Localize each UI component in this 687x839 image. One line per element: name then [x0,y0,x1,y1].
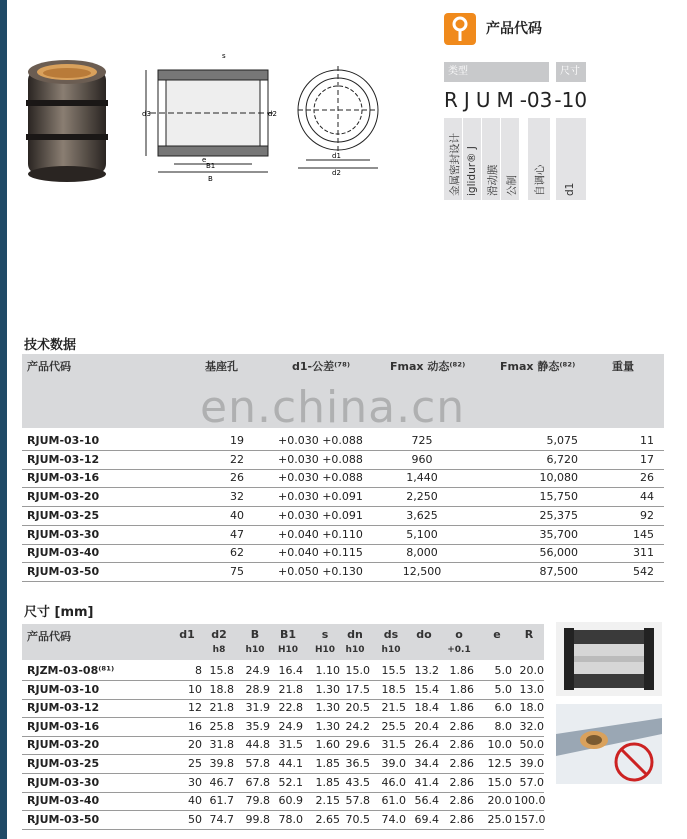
tech-cell: 26 [640,471,654,485]
dims-cell: 25 [188,757,202,770]
tech-cell: 542 [633,564,654,578]
dims-cell: 40 [188,794,202,808]
drawing-label-d1: d1 [332,152,341,160]
product-code-icon [444,13,476,45]
dims-cell: 43.5 [345,775,370,789]
dims-subheader-cell: h10 [345,645,365,655]
dims-cell: 21.8 [278,682,303,696]
dims-cell: 39.0 [381,757,406,770]
drawing-label-b1: B1 [206,162,216,170]
tech-table-row [22,469,664,488]
dims-cell: RJUM-03-30 [27,775,100,789]
dims-cell: 2.86 [449,757,474,770]
dims-header-cell: d1 [179,628,195,641]
dims-cell: 57.0 [519,775,544,789]
dims-cell: 36.5 [345,757,370,770]
code-meaning-2: iglidur® J [466,146,478,196]
dims-cell: 60.9 [278,794,303,808]
dims-cell: 57.8 [345,794,370,808]
dims-cell: 50 [188,812,202,826]
dims-cell: 1.86 [449,701,474,715]
product-code-title: 产品代码 [486,21,542,37]
drawing-label-d3: d3 [142,110,151,118]
code-meaning-col-2 [463,118,481,200]
dims-cell: 61.7 [209,794,234,808]
dims-title: 尺寸 [mm] [24,605,94,620]
dims-header-cell: do [416,628,432,641]
dims-cell: 1.86 [449,664,474,677]
dims-table-row [22,811,544,830]
tech-cell: +0.030 +0.088 [278,452,363,466]
code-meaning-col-6 [556,118,586,200]
dims-cell: 15.8 [209,664,234,677]
dims-cell: 1.60 [315,738,340,752]
dims-cell: 8.0 [494,719,512,733]
tech-cell: 6,720 [546,452,578,466]
dims-cell: 13.0 [519,682,544,696]
drawing-label-s: s [222,52,226,60]
dims-cell: 46.0 [381,775,406,789]
bushing-cutaway-photo [556,622,662,696]
dims-table-row [22,792,544,811]
dims-cell: 17.5 [345,682,370,696]
dims-cell: 25.8 [209,719,234,733]
tech-cell: 75 [230,564,244,578]
dims-cell: 20.4 [414,719,439,733]
dims-cell: 1.30 [315,701,340,715]
dims-subheader-cell: h8 [212,645,226,655]
tech-cell: 32 [230,490,244,504]
code-letter-m: M [496,88,514,112]
dims-cell: RJZM-03-08⁽⁸¹⁾ [27,664,115,677]
tech-cell: 311 [633,546,654,560]
dims-table-row [22,681,544,700]
dims-cell: 35.9 [245,719,270,733]
dims-cell: 74.0 [381,812,406,826]
dims-cell: 10 [188,682,202,696]
dims-subheader-cell: +0.1 [447,645,471,655]
dims-cell: 29.6 [345,738,370,752]
dims-cell: 41.4 [414,775,439,789]
tech-cell: RJUM-03-30 [27,527,100,541]
dims-cell: 16 [188,719,202,733]
tech-header-tolerance: d1-公差⁽⁷⁸⁾ [292,360,351,373]
tech-cell: 87,500 [539,564,578,578]
dims-subheader-cell: h10 [381,645,401,655]
dims-cell: RJUM-03-40 [27,794,100,808]
tech-table-row [22,451,664,470]
code-meaning-col-1 [444,118,462,200]
code-meaning-col-3 [482,118,500,200]
tech-cell: 40 [230,508,244,522]
dims-header-cell: e [493,628,501,641]
tech-cell: 2,250 [406,490,438,504]
tech-cell: RJUM-03-40 [27,546,100,560]
dims-cell: 31.5 [381,738,406,752]
dims-header-cell: d2 [211,628,227,641]
dims-cell: 12.5 [487,757,512,770]
tech-cell: RJUM-03-10 [27,434,100,447]
tech-cell: RJUM-03-25 [27,508,100,522]
dims-cell: 31.5 [278,738,303,752]
dims-header-cell: B [250,628,260,641]
dims-cell: 5.0 [494,682,512,696]
dims-cell: 32.0 [519,719,544,733]
dims-header-cell: ds [383,628,399,641]
code-meaning-col-5 [528,118,550,200]
code-letter-03: -03 [519,88,553,112]
dims-cell: 5.0 [494,664,512,677]
watermark-text: en.china.cn [200,382,466,433]
dims-header-cell: dn [347,628,363,641]
tech-header-housing: 基座孔 [205,360,238,373]
tech-cell: 8,000 [406,546,438,560]
dims-cell: 46.7 [209,775,234,789]
dims-cell: 20 [188,738,202,752]
dims-cell: 21.8 [209,701,234,715]
dims-cell: 10.0 [487,738,512,752]
dims-table-row [22,774,544,793]
code-meaning-1: 金属密封设计 [449,133,461,196]
tech-cell: +0.030 +0.088 [278,434,363,447]
tech-cell: 17 [640,452,654,466]
tech-table-row [22,507,664,526]
tech-cell: +0.050 +0.130 [278,564,363,578]
dims-cell: 24.9 [245,664,270,677]
tech-cell: +0.030 +0.088 [278,471,363,485]
tech-cell: 62 [230,546,244,560]
dims-cell: 21.5 [381,701,406,715]
dims-cell: 44.1 [278,757,303,770]
tech-cell: 35,700 [539,527,578,541]
dims-cell: 26.4 [414,738,439,752]
tech-cell: 145 [633,527,654,541]
dims-cell: 2.86 [449,812,474,826]
tech-cell: 11 [640,434,654,447]
tech-cell: 15,750 [539,490,578,504]
dims-cell: 18.0 [519,701,544,715]
dims-cell: 15.0 [345,664,370,677]
dims-cell: 44.8 [245,738,270,752]
dims-cell: 39.8 [209,757,234,770]
dims-cell: 20.0 [487,794,512,808]
tech-table-row [22,432,664,451]
tech-cell: 26 [230,471,244,485]
dims-cell: 30 [188,775,202,789]
dims-cell: RJUM-03-10 [27,682,100,696]
dims-cell: 20.0 [519,664,544,677]
tech-header-fmax-static: Fmax 静态⁽⁸²⁾ [500,360,576,373]
dims-cell: 15.0 [487,775,512,789]
tech-cell: 44 [640,490,654,504]
dims-cell: 2.86 [449,738,474,752]
tech-cell: 19 [230,434,244,447]
dims-cell: 18.5 [381,682,406,696]
dims-table-row [22,755,544,774]
dims-cell: 1.85 [315,757,340,770]
dims-cell: 52.1 [278,775,303,789]
tech-cell: +0.030 +0.091 [278,490,363,504]
tech-cell: +0.030 +0.091 [278,508,363,522]
dims-cell: 2.65 [315,812,340,826]
tech-cell: 725 [411,434,433,447]
dims-cell: 20.5 [345,701,370,715]
tech-data-title: 技术数据 [24,338,77,353]
tech-cell: 5,100 [406,527,438,541]
tech-cell: 960 [411,452,433,466]
dims-cell: 18.8 [209,682,234,696]
dims-cell: 1.10 [315,664,340,677]
dims-cell: 2.86 [449,719,474,733]
dims-cell: 1.30 [315,682,340,696]
dims-table-row [22,699,544,718]
tech-cell: RJUM-03-50 [27,564,100,578]
dims-cell: 8 [195,664,202,677]
tech-cell: 56,000 [539,546,578,560]
dims-table-row [22,736,544,755]
dims-cell: 79.8 [245,794,270,808]
dims-cell: 24.9 [278,719,303,733]
type-label-bar: 类型 [444,62,549,82]
dims-cell: 50.0 [519,738,544,752]
code-letter-u: U [475,88,491,112]
tech-header-fmax-dynamic: Fmax 动态⁽⁸²⁾ [390,360,466,373]
dims-header-cell: B1 [279,628,297,641]
bushing-product-photo [20,56,120,184]
dims-cell: 99.8 [245,812,270,826]
drawing-label-d2b: d2 [332,169,341,177]
dims-cell: 6.0 [494,701,512,715]
tech-cell: RJUM-03-16 [27,471,100,485]
size-label-bar: 尺寸 [556,62,586,82]
dims-header-cell: 产品代码 [27,630,71,643]
code-meaning-4: 公制 [506,175,518,196]
code-meaning-6: d1 [564,182,576,196]
dims-cell: 157.0 [514,812,546,826]
code-meaning-5: 自调心 [534,164,546,196]
dims-cell: 12 [188,701,202,715]
tech-table-row [22,563,664,582]
tech-cell: +0.040 +0.110 [278,527,363,541]
tech-cell: 10,080 [539,471,578,485]
dims-cell: 15.5 [381,664,406,677]
drawing-label-d2: d2 [268,110,277,118]
dims-cell: 100.0 [514,794,546,808]
code-letter-j: J [463,88,470,112]
code-letter-r: R [444,88,458,112]
dims-cell: RJUM-03-20 [27,738,100,752]
dims-subheader-cell: H10 [277,645,299,655]
dims-cell: 57.8 [245,757,270,770]
dims-cell: 69.4 [414,812,439,826]
dims-cell: 1.86 [449,682,474,696]
product-code-letters [444,88,593,112]
dims-cell: 28.9 [245,682,270,696]
tech-cell: 12,500 [402,564,442,578]
tech-cell: 1,440 [406,471,438,485]
tech-header-code: 产品代码 [27,360,71,373]
tech-table-row [22,544,664,563]
dims-cell: 1.85 [315,775,340,789]
dims-cell: 2.86 [449,794,474,808]
dims-table-row [22,718,544,737]
code-letter-10: -10 [554,88,588,112]
dims-subheader-cell: h10 [245,645,265,655]
dims-header-cell: R [524,628,534,641]
tech-table-row [22,488,664,507]
dims-cell: 13.2 [414,664,439,677]
tech-cell: 47 [230,527,244,541]
dims-cell: 25.0 [487,812,512,826]
dims-cell: 2.15 [315,794,340,808]
tech-cell: 5,075 [546,434,578,447]
dims-cell: RJUM-03-50 [27,812,100,826]
left-edge-bar [0,0,7,839]
dims-cell: 78.0 [278,812,303,826]
tech-cell: 22 [230,452,244,466]
code-meaning-col-4 [501,118,519,200]
tech-cell: RJUM-03-12 [27,452,100,466]
dims-cell: 74.7 [209,812,234,826]
dims-cell: RJUM-03-16 [27,719,100,733]
dims-cell: 56.4 [414,794,439,808]
dims-cell: 25.5 [381,719,406,733]
dims-cell: 39.0 [519,757,544,770]
drawing-label-b: B [208,175,213,183]
bushing-section-drawing [140,48,288,186]
dims-cell: 70.5 [345,812,370,826]
dims-cell: RJUM-03-25 [27,757,100,770]
dims-cell: 2.86 [449,775,474,789]
dims-cell: 16.4 [278,664,303,677]
dims-cell: 24.2 [345,719,370,733]
tech-cell: 92 [640,508,654,522]
dims-cell: 61.0 [381,794,406,808]
tech-cell: +0.040 +0.115 [278,546,363,560]
dims-cell: 15.4 [414,682,439,696]
dims-subheader-cell: H10 [314,645,336,655]
dims-cell: 22.8 [278,701,303,715]
tech-table-row [22,526,664,545]
dims-cell: RJUM-03-12 [27,701,100,715]
dims-cell: 18.4 [414,701,439,715]
dims-cell: 67.8 [245,775,270,789]
code-meaning-3: 滑动膜 [487,164,499,196]
dims-cell: 31.8 [209,738,234,752]
dims-header-cell: o [455,628,463,641]
tech-cell: 3,625 [406,508,438,522]
tech-cell: RJUM-03-20 [27,490,100,504]
bushing-assembly-photo [556,704,662,784]
tech-header-weight: 重量 [612,360,634,373]
dims-cell: 34.4 [414,757,439,770]
drawing-label-e: e [202,156,207,164]
dims-cell: 31.9 [245,701,270,715]
dims-table-row [22,662,544,681]
bushing-end-view-drawing [290,62,390,190]
tech-cell: 25,375 [539,508,578,522]
dims-cell: 1.30 [315,719,340,733]
dims-header-cell: s [321,628,329,641]
